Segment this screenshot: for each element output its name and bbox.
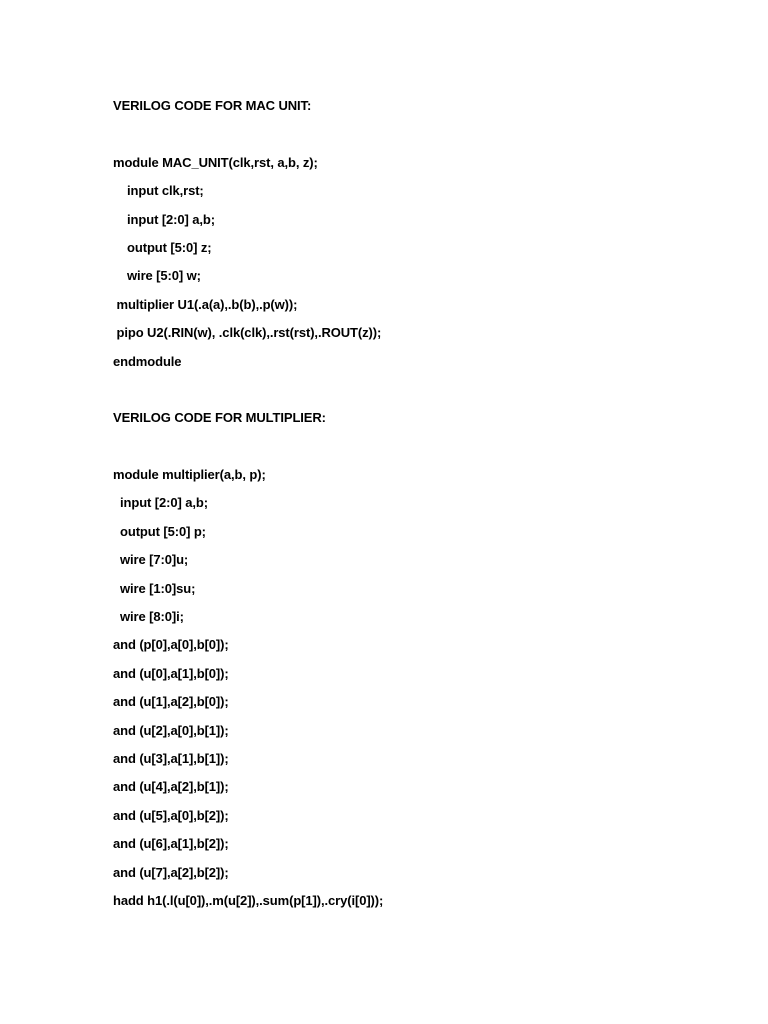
code-line: and (u[4],a[2],b[1]); xyxy=(113,779,229,795)
code-line: wire [7:0]u; xyxy=(113,552,189,568)
code-line: and (u[0],a[1],b[0]); xyxy=(113,665,229,681)
code-line: input [2:0] a,b; xyxy=(113,495,208,511)
code-line: module multiplier(a,b, p); xyxy=(113,467,266,483)
code-line: hadd h1(.l(u[0]),.m(u[2]),.sum(p[1]),.cry(i[0])); xyxy=(113,892,384,908)
code-line: and (u[2],a[0],b[1]); xyxy=(113,722,229,738)
code-line: module MAC_UNIT(clk,rst, a,b, z); xyxy=(113,154,318,170)
code-line: pipo U2(.RIN(w), .clk(clk),.rst(rst),.ROUT(z)); xyxy=(113,325,382,341)
spacer xyxy=(113,120,733,148)
section-heading-multiplier: VERILOG CODE FOR MULTIPLIER: xyxy=(113,410,326,426)
spacer xyxy=(113,376,733,404)
document-body xyxy=(113,92,733,915)
spacer xyxy=(113,433,733,461)
code-line: endmodule xyxy=(113,353,182,369)
code-line: and (u[7],a[2],b[2]); xyxy=(113,864,229,880)
code-line: output [5:0] z; xyxy=(113,239,212,255)
code-line: wire [8:0]i; xyxy=(113,609,184,625)
code-line: multiplier U1(.a(a),.b(b),.p(w)); xyxy=(113,296,298,312)
code-line: input [2:0] a,b; xyxy=(113,211,215,227)
code-line: and (p[0],a[0],b[0]); xyxy=(113,637,229,653)
code-line: input clk,rst; xyxy=(113,183,204,199)
code-line: output [5:0] p; xyxy=(113,523,206,539)
code-line: wire [1:0]su; xyxy=(113,580,196,596)
code-line: and (u[5],a[0],b[2]); xyxy=(113,807,229,823)
code-line: and (u[6],a[1],b[2]); xyxy=(113,836,229,852)
code-line: and (u[3],a[1],b[1]); xyxy=(113,750,229,766)
section-heading-mac-unit: VERILOG CODE FOR MAC UNIT: xyxy=(113,98,312,113)
code-line: wire [5:0] w; xyxy=(113,268,201,284)
code-line: and (u[1],a[2],b[0]); xyxy=(113,694,229,710)
